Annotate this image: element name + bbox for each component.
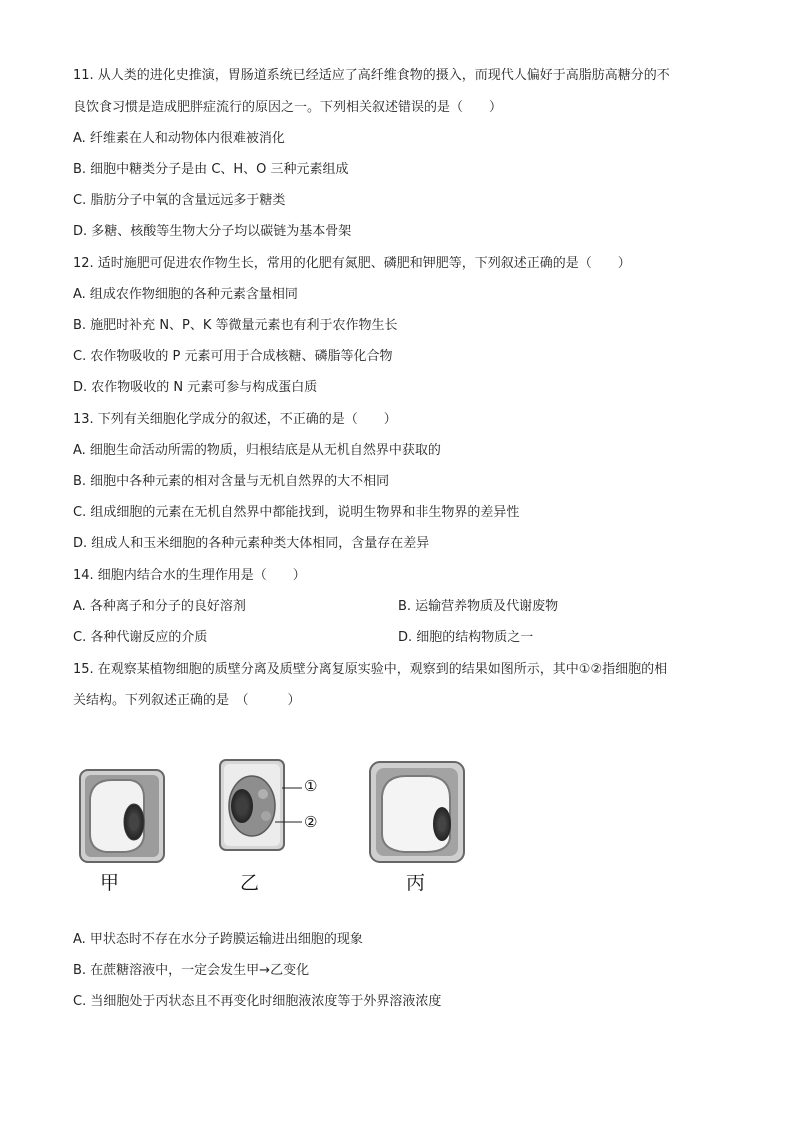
label-bing: 丙 (406, 872, 426, 894)
q13-option-d: D. 组成人和玉米细胞的各种元素种类大体相同，含量存在差异 (73, 536, 430, 551)
q14-option-b: B. 运输营养物质及代谢废物 (398, 599, 559, 614)
q12-option-a: A. 组成农作物细胞的各种元素含量相同 (73, 287, 298, 302)
q11-option-b: B. 细胞中糖类分子是由 C、H、O 三种元素组成 (73, 162, 349, 177)
cell-bing (370, 762, 464, 862)
q14-option-c: C. 各种代谢反应的介质 (73, 630, 208, 645)
q11-stem-line2: 良饮食习惯是造成肥胖症流行的原因之一。下列相关叙述错误的是（ ） (73, 100, 503, 115)
q15-option-b: B. 在蔗糖溶液中，一定会发生甲→乙变化 (73, 963, 310, 978)
q13-option-a: A. 细胞生命活动所需的物质，归根结底是从无机自然界中获取的 (73, 443, 441, 458)
structure-marker-1: ① (304, 777, 318, 795)
q15-option-a: A. 甲状态时不存在水分子跨膜运输进出细胞的现象 (73, 932, 363, 947)
q14-option-d: D. 细胞的结构物质之一 (398, 630, 534, 645)
label-jia: 甲 (100, 872, 120, 894)
q15-stem-line1: 15. 在观察某植物细胞的质壁分离及质壁分离复原实验中，观察到的结果如图所示，其中①②指细胞的相 (73, 662, 668, 677)
q11-stem-line1: 11. 从人类的进化史推演，胃肠道系统已经适应了高纤维食物的摄入，而现代人偏好于高脂肪高糖分的不 (73, 68, 670, 83)
q12-option-c: C. 农作物吸收的 P 元素可用于合成核糖、磷脂等化合物 (73, 349, 393, 364)
q14-stem: 14. 细胞内结合水的生理作用是（ ） (73, 568, 306, 583)
q13-stem: 13. 下列有关细胞化学成分的叙述，不正确的是（ ） (73, 412, 397, 427)
q12-option-d: D. 农作物吸收的 N 元素可参与构成蛋白质 (73, 380, 318, 395)
q11-option-a: A. 纤维素在人和动物体内很难被消化 (73, 131, 285, 146)
q12-option-b: B. 施肥时补充 N、P、K 等微量元素也有利于农作物生长 (73, 318, 398, 333)
q13-option-c: C. 组成细胞的元素在无机自然界中都能找到，说明生物界和非生物界的差异性 (73, 505, 520, 520)
q12-stem: 12. 适时施肥可促进农作物生长，常用的化肥有氮肥、磷肥和钾肥等，下列叙述正确的是（ ） (73, 256, 631, 271)
q14-option-a: A. 各种离子和分子的良好溶剂 (73, 599, 246, 614)
cell-yi (220, 760, 302, 850)
cell-jia (80, 770, 164, 862)
structure-marker-2: ② (304, 813, 318, 831)
q11-option-c: C. 脂肪分子中氧的含量远远多于糖类 (73, 193, 286, 208)
plasmolysis-figure (60, 740, 480, 910)
q11-option-d: D. 多糖、核酸等生物大分子均以碳链为基本骨架 (73, 224, 352, 239)
q15-option-c: C. 当细胞处于丙状态且不再变化时细胞液浓度等于外界溶液浓度 (73, 994, 442, 1009)
q15-stem-line2: 关结构。下列叙述正确的是 （ ） (73, 693, 301, 708)
q13-option-b: B. 细胞中各种元素的相对含量与无机自然界的大不相同 (73, 474, 390, 489)
label-yi: 乙 (240, 872, 260, 894)
